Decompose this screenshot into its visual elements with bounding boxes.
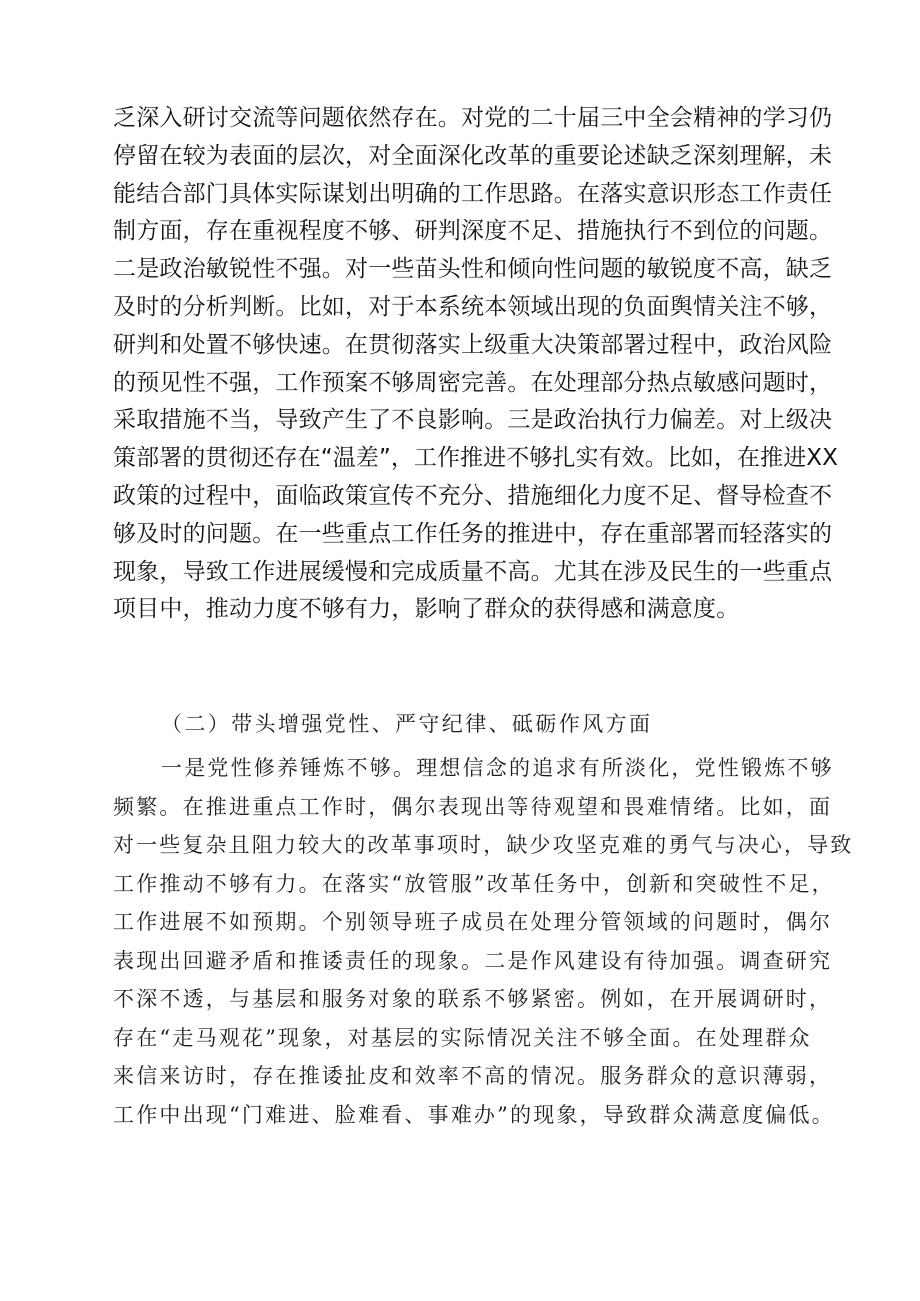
text-line: 的预见性不强，工作预案不够周密完善。在处理部分热点敏感问题时， xyxy=(113,369,833,396)
text-line: 采取措施不当，导致产生了不良影响。三是政治执行力偏差。对上级决 xyxy=(113,407,833,434)
text-line: 及时的分析判断。比如，对于本系统本领域出现的负面舆情关注不够， xyxy=(113,293,833,320)
paragraph-political-issues xyxy=(113,100,838,629)
section-heading: （二）带头增强党性、严守纪律、砥砺作风方面 xyxy=(161,712,653,736)
text-line: 够及时的问题。在一些重点工作任务的推进中，存在重部署而轻落实的 xyxy=(113,520,833,547)
text-line: 停留在较为表面的层次，对全面深化改革的重要论述缺乏深刻理解，未 xyxy=(113,142,833,169)
text-line: 对一些复杂且阻力较大的改革事项时，缺少攻坚克难的勇气与决心，导致 xyxy=(113,833,854,857)
text-line: 制方面，存在重视程度不够、研判深度不足、措施执行不到位的问题。 xyxy=(113,218,833,245)
text-line: 频繁。在推进重点工作时，偶尔表现出等待观望和畏难情绪。比如，面 xyxy=(113,794,833,819)
text-line: 政策的过程中，面临政策宣传不充分、措施细化力度不足、督导检查不 xyxy=(113,482,833,509)
text-line: 工作进展不如预期。个别领导班子成员在处理分管领域的问题时，偶尔 xyxy=(113,910,833,934)
paragraph-party-spirit xyxy=(113,749,853,1134)
text-line: 现象，导致工作进展缓慢和完成质量不高。尤其在涉及民生的一些重点 xyxy=(113,558,833,585)
text-line: 工作推动不够有力。在落实“放管服”改革任务中，创新和突破性不足， xyxy=(113,871,835,896)
text-line: 能结合部门具体实际谋划出明确的工作思路。在落实意识形态工作责任 xyxy=(113,180,833,207)
text-line: 不深不透，与基层和服务对象的联系不够紧密。例如，在开展调研时， xyxy=(113,987,833,1011)
text-line: 研判和处置不够快速。在贯彻落实上级重大决策部署过程中，政治风险 xyxy=(113,331,833,358)
text-line: 乏深入研讨交流等问题依然存在。对党的二十届三中全会精神的学习仍 xyxy=(113,105,833,131)
text-line: 来信来访时，存在推诿扯皮和效率不高的情况。服务群众的意识薄弱， xyxy=(113,1064,833,1088)
text-line: 表现出回避矛盾和推诿责任的现象。二是作风建设有待加强。调查研究 xyxy=(113,948,833,973)
text-line: 工作中出现“门难进、脸难看、事难办”的现象，导致群众满意度偏低。 xyxy=(113,1102,835,1127)
text-line: 存在“走马观花”现象，对基层的实际情况关注不够全面。在处理群众 xyxy=(113,1025,812,1050)
text-line: 一是党性修养锤炼不够。理想信念的追求有所淡化，党性锻炼不够 xyxy=(161,756,834,780)
text-line: 二是政治敏锐性不强。对一些苗头性和倾向性问题的敏锐度不高，缺乏 xyxy=(113,256,833,283)
text-line: 策部署的贯彻还存在“温差”，工作推进不够扎实有效。比如，在推进XX xyxy=(113,445,838,472)
text-line: 项目中，推动力度不够有力，影响了群众的获得感和满意度。 xyxy=(113,596,740,623)
